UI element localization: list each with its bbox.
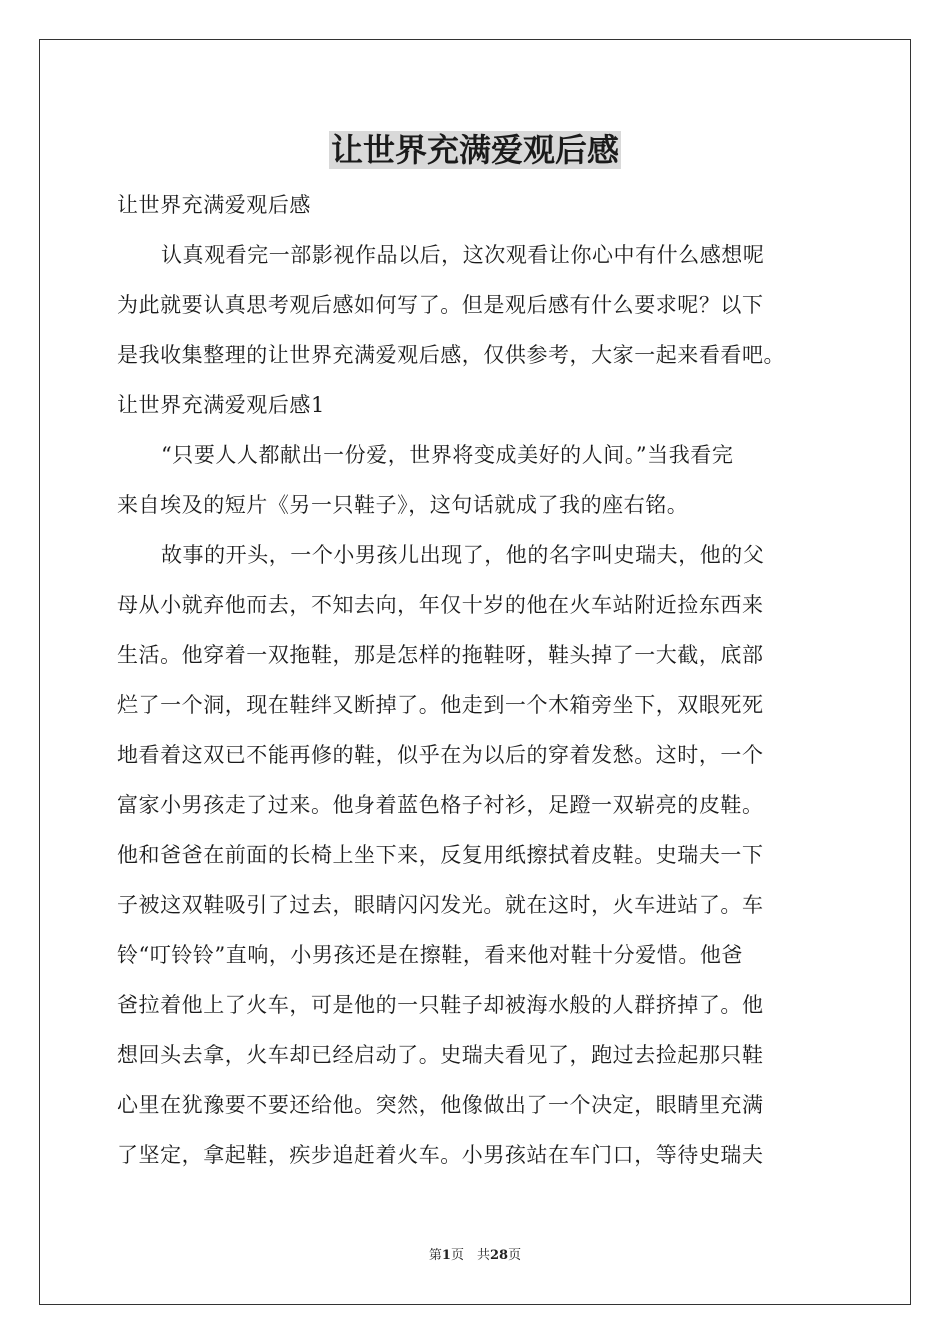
paragraph-line: 母从小就弃他而去，不知去向，年仅十岁的他在火车站附近捡东西来	[117, 593, 764, 617]
subtitle-line: 让世界充满爱观后感	[117, 193, 311, 217]
page-footer	[0, 1246, 950, 1266]
paragraph-line: 地看着这双已不能再修的鞋，似乎在为以后的穿着发愁。这时，一个	[117, 743, 764, 767]
footer-page-suffix: 页	[508, 1248, 522, 1263]
paragraph-line: 生活。他穿着一双拖鞋，那是怎样的拖鞋呀，鞋头掉了一大截，底部	[117, 643, 764, 667]
paragraph-line: 故事的开头，一个小男孩儿出现了，他的名字叫史瑞夫，他的父	[161, 543, 765, 567]
footer-page-mid: 页 共	[450, 1248, 490, 1263]
footer-page-total: 28	[489, 1248, 509, 1263]
paragraph-line: 他和爸爸在前面的长椅上坐下来，反复用纸擦拭着皮鞋。史瑞夫一下	[117, 843, 764, 867]
footer-page-prefix: 第	[428, 1248, 442, 1263]
paragraph-line: 烂了一个洞，现在鞋绊又断掉了。他走到一个木箱旁坐下，双眼死死	[117, 693, 764, 717]
paragraph-line: 心里在犹豫要不要还给他。突然，他像做出了一个决定，眼睛里充满	[117, 1093, 764, 1117]
paragraph-line: 为此就要认真思考观后感如何写了。但是观后感有什么要求呢？以下	[117, 293, 764, 317]
paragraph-line: 是我收集整理的让世界充满爱观后感，仅供参考，大家一起来看看吧。	[117, 343, 786, 367]
footer-page-current: 1	[441, 1248, 451, 1263]
paragraph-line: 认真观看完一部影视作品以后，这次观看让你心中有什么感想呢	[161, 243, 765, 267]
paragraph-line: 铃“叮铃铃”直响，小男孩还是在擦鞋，看来他对鞋十分爱惜。他爸	[117, 943, 743, 967]
paragraph-line: 子被这双鞋吸引了过去，眼睛闪闪发光。就在这时，火车进站了。车	[117, 893, 764, 917]
paragraph-line: “只要人人都献出一份爱，世界将变成美好的人间。”当我看完	[161, 443, 734, 467]
paragraph-line: 爸拉着他上了火车，可是他的一只鞋子却被海水般的人群挤掉了。他	[117, 993, 764, 1017]
paragraph-line: 富家小男孩走了过来。他身着蓝色格子衬衫，足蹬一双崭亮的皮鞋。	[117, 793, 764, 817]
paragraph-line: 了坚定，拿起鞋，疾步追赶着火车。小男孩站在车门口，等待史瑞夫	[117, 1143, 764, 1167]
paragraph-line: 来自埃及的短片《另一只鞋子》，这句话就成了我的座右铭。	[117, 493, 689, 517]
document-title-text: 让世界充满爱观后感	[330, 131, 619, 169]
paragraph-line: 想回头去拿，火车却已经启动了。史瑞夫看见了，跑过去捡起那只鞋	[117, 1043, 764, 1067]
document-body	[117, 180, 833, 1180]
section-heading: 让世界充满爱观后感1	[117, 393, 325, 417]
document-title	[0, 126, 950, 174]
